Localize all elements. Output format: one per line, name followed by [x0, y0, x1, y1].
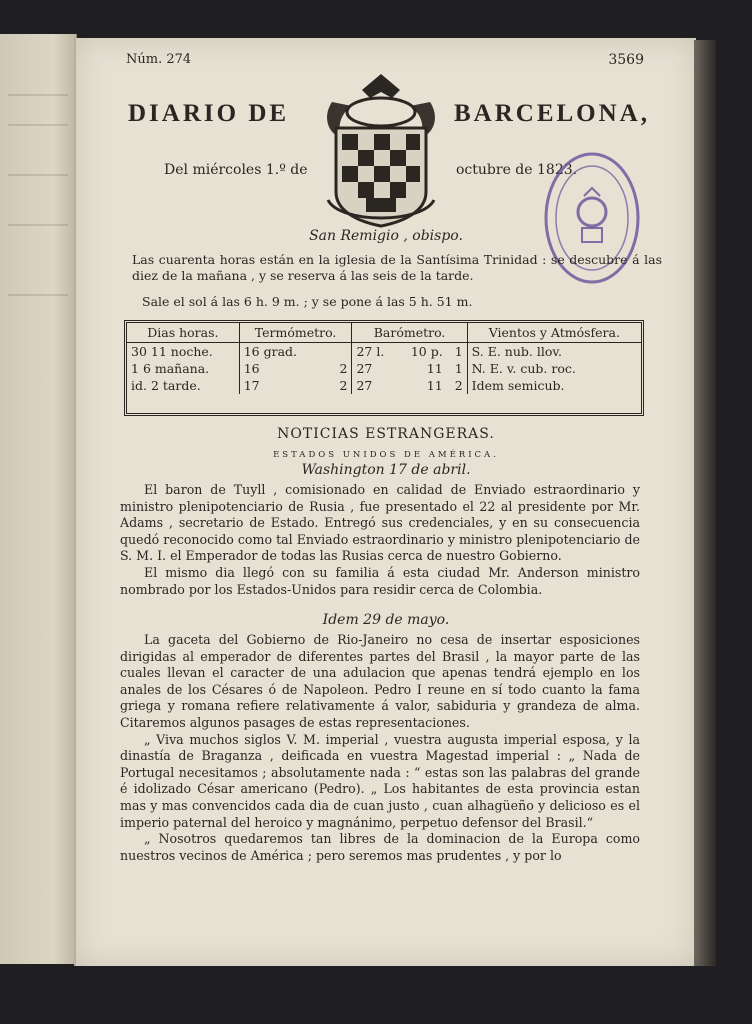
country-heading: ESTADOS UNIDOS DE AMÉRICA. [273, 450, 499, 460]
table-cell: 16 2 [239, 360, 352, 377]
coat-of-arms-icon [322, 72, 440, 228]
bleed-line [8, 224, 68, 226]
dateline: Washington 17 de abril. [301, 462, 471, 478]
masthead-left: DIARIO DE [128, 100, 290, 127]
paragraph: El baron de Tuyll , comisionado en calidad de Enviado estraordinario y ministro plenipotenciario de Rusia , fue presentado el 22 al presidente por Mr. Adams , secretario de Estado. Entregó sus credenciales, y en su consecuencia quedó reconocido como tal Enviado estraordinario y ministro plenipotenciario de S. M. I. el Emperador de todas las Rusias cerca de nuestro Gobierno. [120, 482, 640, 564]
table-cell: 27 [352, 377, 397, 394]
left-page-edge [0, 34, 77, 964]
saint-of-day: San Remigio , obispo. [309, 228, 463, 244]
article-block-1 [120, 482, 640, 598]
table-cell: 1 [454, 344, 463, 359]
table-cell: Idem semicub. [467, 377, 641, 394]
table-row [127, 377, 641, 394]
date-left: Del miércoles 1.º de [164, 162, 308, 178]
article-block-2 [120, 632, 640, 864]
table-cell: 30 11 noche. [131, 344, 213, 359]
paragraph: El mismo dia llegó con su familia á esta ciudad Mr. Anderson ministro nombrado por los Estados-Unidos para residir cerca de Colombia. [120, 564, 640, 597]
table-cell: N. E. v. cub. roc. [467, 360, 641, 377]
section-heading: NOTICIAS ESTRANGERAS. [277, 426, 495, 442]
col-header-thermometer: Termómetro. [239, 323, 352, 343]
forty-hours-notice: Las cuarenta horas están en la iglesia de la Santísima Trinidad : se descubre á las diez de la mañana , y se reserva á las seis de la tarde. [132, 252, 662, 283]
table-row [127, 360, 641, 377]
bleed-line [8, 174, 68, 176]
sun-times: Sale el sol á las 6 h. 9 m. ; y se pone á las 5 h. 51 m. [142, 294, 473, 309]
table-cell: 16 grad. [239, 343, 352, 361]
table-row [127, 343, 641, 361]
table-cell: 27 [352, 360, 397, 377]
col-header-barometer: Barómetro. [352, 323, 467, 343]
table-cell: S. E. nub. llov. [467, 343, 641, 361]
masthead-right: BARCELONA, [454, 100, 650, 127]
issue-number: Núm. 274 [126, 52, 192, 67]
table-cell: 1 [454, 361, 463, 376]
newspaper-page [74, 38, 696, 966]
table-cell: 2 [454, 378, 463, 393]
dateline: Idem 29 de mayo. [322, 612, 450, 628]
table-cell: 27 l. [352, 343, 397, 361]
table-cell: 10 p. [410, 344, 443, 359]
weather-table [124, 320, 644, 416]
bleed-line [8, 94, 68, 96]
bleed-line [8, 294, 68, 296]
col-header-winds: Vientos y Atmósfera. [467, 323, 641, 343]
table-cell: id. 2 tarde. [131, 378, 201, 393]
bleed-line [8, 124, 68, 126]
table-cell: 11 [426, 361, 443, 376]
paragraph: „ Viva muchos siglos V. M. imperial , vuestra augusta imperial esposa, y la dinastía de Braganza , deificada en vuestra Magestad imperial : „ Nada de Portugal necesitamos ; absolutamente nada : “ estas son las palabras del grande é idolizado César americano (Pedro). „ Los habitantes de esta provincia estan mas y mas convencidos cada dia de cuan justo , cuan alhagüeño y delicioso es el imperio paternal del heroico y magnánimo, perpetuo defensor del Brasil.“ [120, 731, 640, 830]
date-right: octubre de 1823. [456, 162, 578, 178]
paragraph: „ Nosotros quedaremos tan libres de la dominacion de la Europa como nuestros vecinos de América ; pero seremos mas prudentes , y por lo [120, 831, 640, 863]
table-cell: 1 6 mañana. [131, 361, 210, 376]
table-cell: 17 2 [239, 377, 352, 394]
page-number: 3569 [608, 52, 644, 68]
table-cell: 11 [426, 378, 443, 393]
page-shadow [694, 40, 716, 966]
paragraph: La gaceta del Gobierno de Rio-Janeiro no cesa de insertar esposiciones dirigidas al emperador de diferentes partes del Brasil , la mayor parte de las cuales llevan el caracter de una adulacion que apenas tendrá ejemplo en los anales de los Césares ó de Napoleon. Pedro I reune en sí todo cuanto la fama griega y romana refiere relativamente á valor, sabiduria y grandeza de alma. Citaremos algunos pasages de estas representaciones. [120, 632, 640, 730]
col-header-days: Dias horas. [127, 323, 239, 343]
